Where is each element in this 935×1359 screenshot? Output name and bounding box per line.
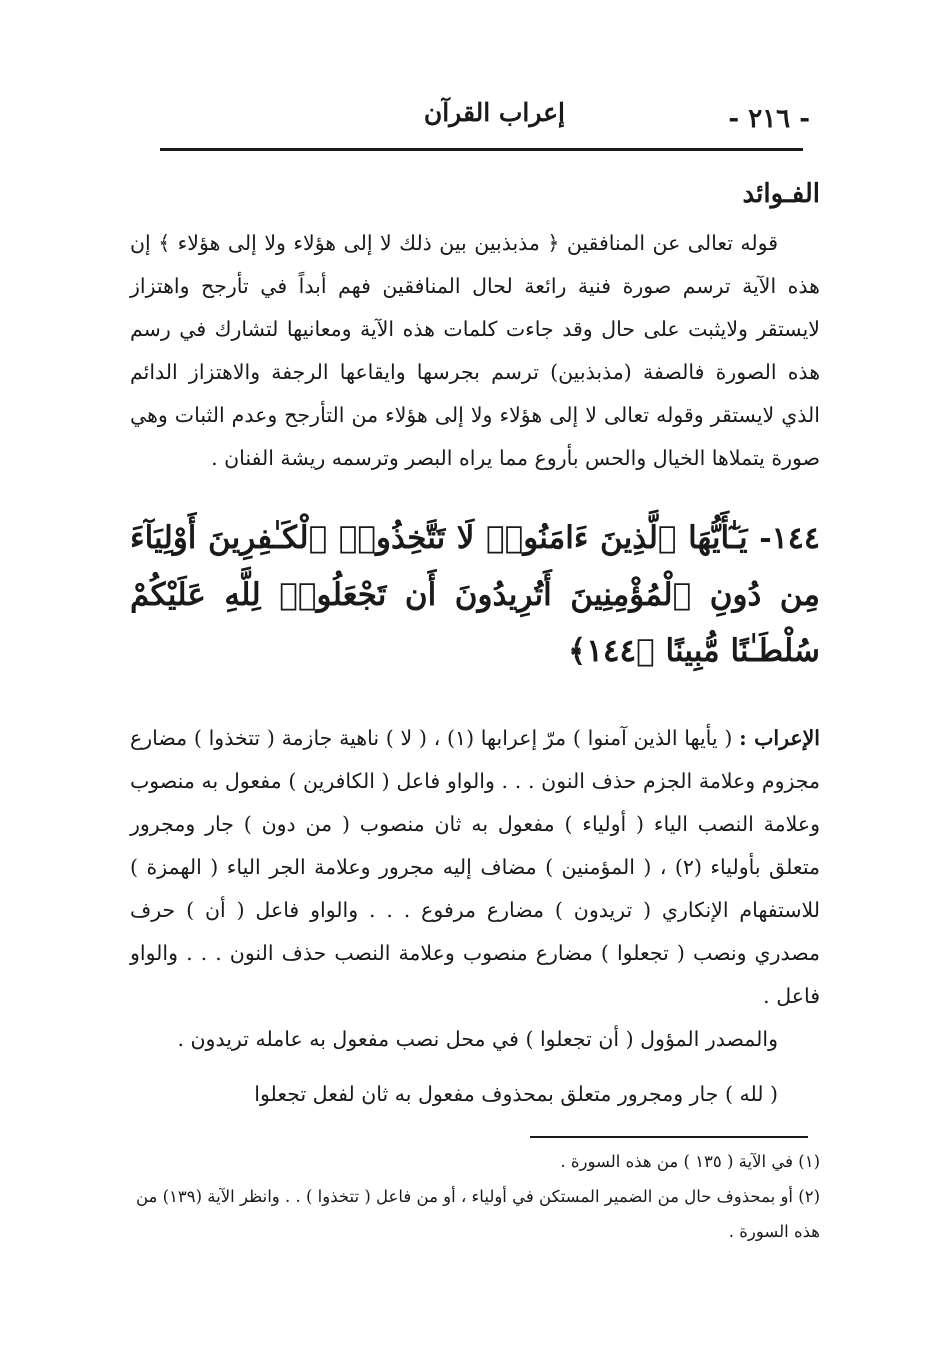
verse-text: يَـٰٓأَيُّهَا ٱلَّذِينَ ءَامَنُوا۟ لَا تَتَّخِذُوا۟ ٱلْكَـٰفِرِينَ أَوْلِيَآءَ مِن دُونِ ٱلْمُؤْمِنِينَ أَتُرِيدُونَ أَن تَجْعَلُوا۟ لِلَّهِ عَلَيْكُمْ سُلْطَـٰنًا مُّبِينًا ﴿١٤٤﴾	[130, 520, 820, 669]
footnote-1: (١) في الآية ( ١٣٥ ) من هذه السورة .	[560, 1152, 820, 1171]
quran-verse	[130, 510, 820, 679]
header-rule	[160, 148, 803, 151]
footnote-rule	[530, 1136, 808, 1138]
page-number: - ٢١٦ -	[728, 104, 810, 134]
page-header	[160, 96, 810, 140]
footnotes	[130, 1144, 820, 1249]
page-content	[130, 172, 820, 1116]
running-title: إعراب القرآن	[423, 98, 565, 127]
irab-paragraph-2: والمصدر المؤول ( أن تجعلوا ) في محل نصب مفعول به عامله تريدون .	[177, 1027, 778, 1051]
verse-number: ١٤٤-	[759, 521, 820, 556]
irab-label: الإعراب :	[739, 726, 820, 750]
irab-paragraph-1	[130, 717, 820, 1018]
irab-text-1: ( يأيها الذين آمنوا ) مرّ إعرابها (١) ، ( لا ) ناهية جازمة ( تتخذوا ) مضارع مجزوم وعلامة الجزم حذف النون . . . والواو فاعل ( الكافرين ) مفعول به منصوب وعلامة النصب الياء ( أولياء ) مفعول به ثان منصوب ( من دون ) جار ومجرور متعلق بأولياء (٢) ، ( المؤمنين ) مضاف إليه مجرور وعلامة الجر الياء ( الهمزة ) للاستفهام الإنكاري ( تريدون ) مضارع مرفوع . . . والواو فاعل ( أن ) حرف مصدري ونصب ( تجعلوا ) مضارع منصوب وعلامة النصب حذف النون . . . والواو فاعل .	[130, 726, 820, 1008]
spacer	[130, 1061, 820, 1073]
footnote-2: (٢) أو بمحذوف حال من الضمير المستكن في أولياء ، أو من فاعل ( تتخذوا ) . . وانظر الآية (١٣٩) من هذه السورة .	[135, 1187, 820, 1241]
section-title-fawaid: الفـوائد	[742, 179, 820, 209]
fawaid-paragraph: قوله تعالى عن المنافقين ﴿ مذبذبين بين ذلك لا إلى هؤلاء ولا إلى هؤلاء ﴾ إن هذه الآية ترسم صورة فنية رائعة لحال المنافقين فهم أبداً في تأرجح واهتزاز لايستقر ولايثبت على حال وقد جاءت كلمات هذه الآية ومعانيها لتشارك في رسم هذه الصورة فالصفة (مذبذبين) ترسم بجرسها وايقاعها الرجفة والاهتزاز الدائم الذي لايستقر وقوله تعالى لا إلى هؤلاء ولا إلى هؤلاء من التأرجح وعدم الثبات وهي صورة يتملاها الخيال والحس بأروع مما يراه البصر وترسمه ريشة الفنان .	[130, 231, 820, 470]
irab-paragraph-3: ( لله ) جار ومجرور متعلق بمحذوف مفعول به ثان لفعل تجعلوا	[254, 1082, 778, 1106]
